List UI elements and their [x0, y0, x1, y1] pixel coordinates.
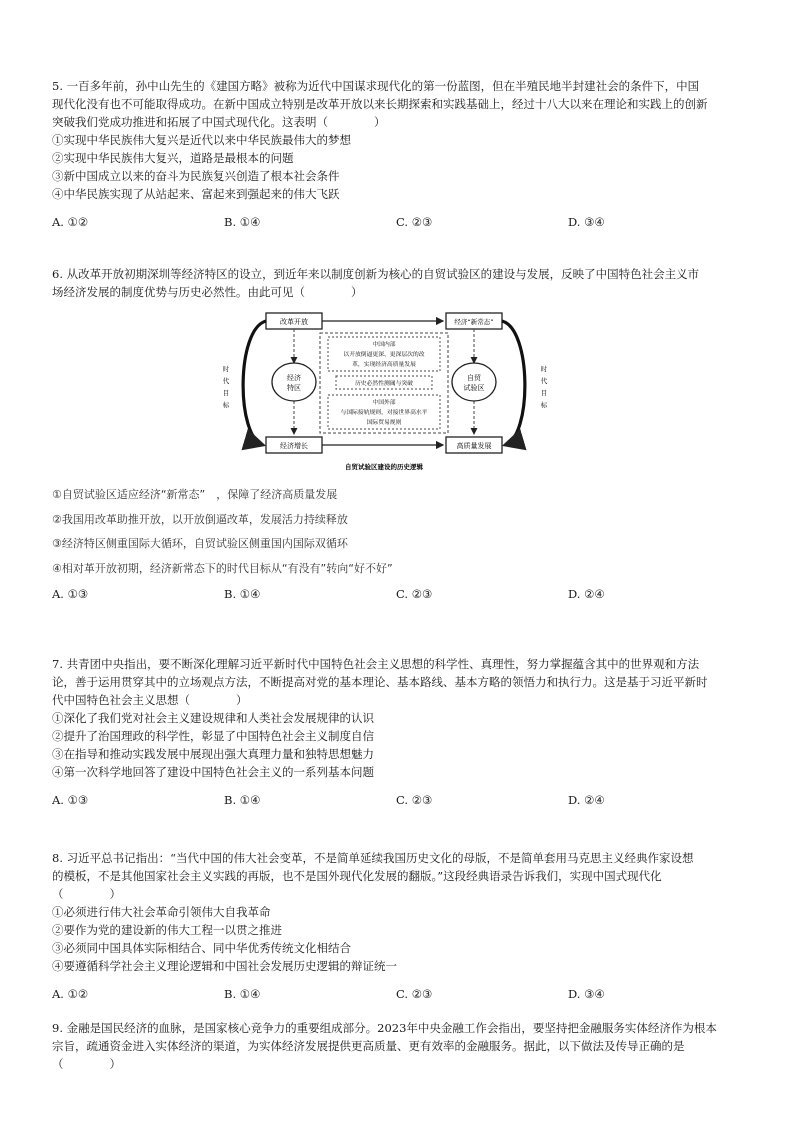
q7-statement-4: ④第一次科学地回答了建设中国特色社会主义的一系列基本问题 — [52, 765, 374, 779]
center-bottom-line-3: 国际贸易规则 — [366, 420, 402, 426]
q7-stem-line: 论，善于运用贯穿其中的立场观点方法，不断提高对党的基本理论、基本路线、基本方略的领悟力和执行力。这是基于习近平新时 — [52, 675, 708, 689]
curve-right — [502, 321, 525, 445]
question-6 — [52, 265, 742, 301]
question-6-statements — [52, 483, 742, 603]
q7-statement-3: ③在指导和推动实践发展中展现出强大真理力量和独特思想魅力 — [52, 747, 374, 761]
q8-stem-line: 的模板，不是其他国家社会主义实践的再版，也不是国外现代化发展的翻版。”这段经典语录告诉我们，实现中国式现代化 — [52, 869, 662, 883]
q8-options — [52, 985, 742, 1003]
q8-option-c[interactable]: C. ②③ — [396, 987, 433, 1001]
box-new-normal-label: 经济“新常态” — [454, 318, 494, 326]
zftz-history-logic-diagram — [222, 307, 564, 475]
q6-option-b[interactable]: B. ①④ — [224, 587, 261, 601]
circle-sez — [272, 363, 316, 401]
q8-statement-1: ①必须进行伟大社会革命引领伟大自我革命 — [52, 905, 271, 919]
q8-statement-4: ④要遵循科学社会主义理论逻辑和中国社会发展历史逻辑的辩证统一 — [52, 959, 397, 973]
q6-option-d[interactable]: D. ②④ — [568, 587, 605, 601]
circle-sez-label-2: 特区 — [287, 384, 301, 392]
q5-stem-line: 5. 一百多年前，孙中山先生的《建国方略》被称为近代中国谋求现代化的第一份蓝图，但在半殖民地半封建社会的条件下，中国 — [52, 79, 700, 93]
q5-option-b[interactable]: B. ①④ — [224, 215, 261, 229]
box-reform-opening-label: 改革开放 — [280, 318, 308, 326]
center-bottom-line-1: 中国外部 — [372, 400, 396, 406]
q5-stem-line: 现代化没有也不可能取得成功。在新中国成立特别是改革开放以来长期探索和实践基础上，经过十八大以来在理论和实践上的创新 — [52, 97, 708, 111]
q8-option-b[interactable]: B. ①④ — [224, 987, 261, 1001]
center-top-line-3: 革，实现经济高质量发展 — [352, 362, 416, 368]
q7-option-d[interactable]: D. ②④ — [568, 793, 605, 807]
box-high-quality-label: 高质量发展 — [456, 442, 492, 450]
q9-stem-line: 宗旨，疏通资金进入实体经济的渠道，为实体经济发展提供更高质量、更有效率的金融服务。据此，以下做法及传导正确的是 — [52, 1039, 685, 1053]
circle-ftz-label-2: 试验区 — [463, 384, 485, 392]
box-economic-growth-label: 经济增长 — [280, 442, 308, 450]
q5-statement-4: ④中华民族实现了从站起来、富起来到强起来的伟大飞跃 — [52, 187, 340, 201]
center-top-line-1: 中国内部 — [372, 342, 396, 348]
q7-option-c[interactable]: C. ②③ — [396, 793, 433, 807]
question-9 — [52, 1019, 742, 1073]
q6-stem-line: 场经济发展的制度优势与历史必然性。由此可见（ ） — [52, 285, 363, 299]
side-label-right-2: 代 — [540, 377, 548, 385]
q6-options — [52, 585, 742, 603]
q7-option-b[interactable]: B. ①④ — [224, 793, 261, 807]
q5-statement-3: ③新中国成立以来的奋斗为民族复兴创造了根本社会条件 — [52, 169, 340, 183]
question-8 — [52, 849, 742, 1003]
q5-options — [52, 213, 742, 231]
side-label-left-1: 时 — [222, 365, 230, 373]
q7-option-a[interactable]: A. ①③ — [52, 793, 89, 807]
circle-ftz-label-1: 自贸 — [467, 374, 481, 382]
circle-sez-label-1: 经济 — [287, 374, 301, 382]
q7-stem-line: 代中国特色社会主义思想（ ） — [52, 693, 248, 707]
center-bottom-line-2: 与国际接轨规则，对接世界高水平 — [340, 410, 428, 416]
q9-stem-line: （ ） — [52, 1057, 121, 1071]
q6-statement-4: ④相对革开放初期，经济新常态下的时代目标从“有没有”转向“好不好” — [52, 561, 393, 575]
q5-statement-2: ②实现中华民族伟大复兴，道路是最根本的问题 — [52, 151, 294, 165]
circle-ftz — [452, 363, 496, 401]
side-label-right-4: 标 — [540, 401, 548, 409]
curve-left — [243, 321, 266, 445]
q5-stem-line: 突破我们党成功推进和拓展了中国式现代化。这表明（ ） — [52, 115, 386, 129]
center-mid-label: 历史必然性测阈与突破 — [355, 381, 413, 387]
question-5 — [52, 77, 742, 231]
q8-option-d[interactable]: D. ③④ — [568, 987, 605, 1001]
q6-statement-3: ③经济特区侧重国际大循环，自贸试验区侧重国内国际双循环 — [52, 537, 348, 550]
q5-option-a[interactable]: A. ①② — [52, 215, 89, 229]
q8-stem-line: （ ） — [52, 887, 121, 901]
q8-stem-line: 8. 习近平总书记指出：“当代中国的伟大社会变革，不是简单延续我国历史文化的母版，不是简单套用马克思主义经典作家设想 — [52, 851, 694, 865]
q7-statement-1: ①深化了我们党对社会主义建设规律和人类社会发展规律的认识 — [52, 711, 374, 725]
q6-option-c[interactable]: C. ②③ — [396, 587, 433, 601]
side-label-left-3: 目 — [222, 389, 230, 397]
side-label-left-2: 代 — [222, 377, 230, 385]
q8-option-a[interactable]: A. ①② — [52, 987, 89, 1001]
side-label-left-4: 标 — [222, 401, 230, 409]
side-label-right-3: 目 — [540, 389, 548, 397]
q5-option-c[interactable]: C. ②③ — [396, 215, 433, 229]
q6-option-a[interactable]: A. ①③ — [52, 587, 89, 601]
q6-statement-1: ①自贸试验区适应经济“新常态” ，保障了经济高质量发展 — [52, 488, 338, 501]
q8-statement-2: ②要作为党的建设新的伟大工程一以贯之推进 — [52, 923, 282, 937]
q7-stem-line: 7. 共青团中央指出，要不断深化理解习近平新时代中国特色社会主义思想的科学性、真理性，努力掌握蕴含其中的世界观和方法 — [52, 657, 700, 671]
q7-statement-2: ②提升了治国理政的科学性，彰显了中国特色社会主义制度自信 — [52, 729, 374, 743]
diagram-caption: 自贸试验区建设的历史逻辑 — [345, 463, 423, 471]
q7-options — [52, 791, 742, 809]
center-top-line-2: 以开放倒逼更深、更深层次的改 — [343, 352, 425, 358]
q5-statement-1: ①实现中华民族伟大复兴是近代以来中华民族最伟大的梦想 — [52, 133, 351, 147]
q5-option-d[interactable]: D. ③④ — [568, 215, 605, 229]
side-label-right-1: 时 — [540, 365, 548, 373]
q6-statement-2: ②我国用改革助推开放，以开放倒逼改革，发展活力持续释放 — [52, 512, 348, 526]
q6-stem-line: 6. 从改革开放初期深圳等经济特区的设立，到近年来以制度创新为核心的自贸试验区的建设与发展，反映了中国特色社会主义市 — [52, 267, 700, 281]
q9-stem-line: 9. 金融是国民经济的血脉，是国家核心竞争力的重要组成部分。2023年中央金融工作会指出，要坚持把金融服务实体经济作为根本 — [52, 1021, 717, 1035]
q8-statement-3: ③必须同中国具体实际相结合、同中华优秀传统文化相结合 — [52, 941, 351, 955]
question-7 — [52, 655, 742, 809]
